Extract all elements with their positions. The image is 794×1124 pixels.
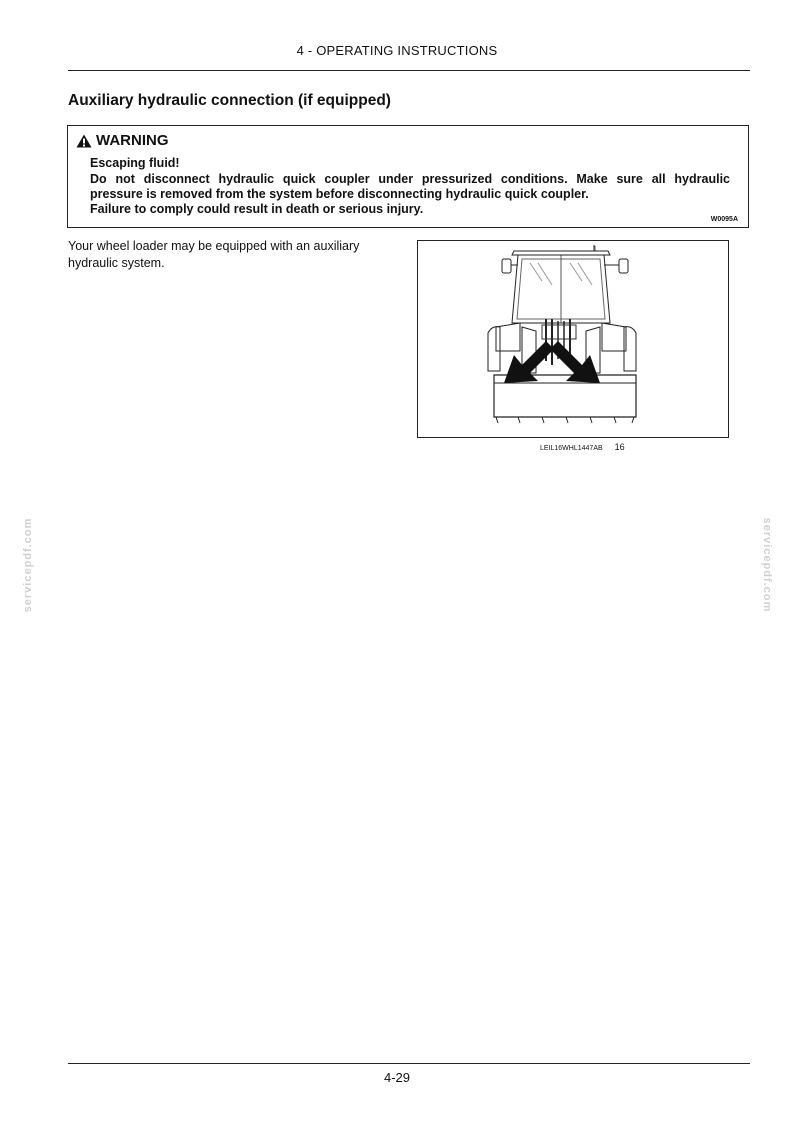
warning-triangle-icon bbox=[76, 134, 92, 148]
watermark-left: servicepdf.com bbox=[22, 517, 34, 613]
page-number: 4-29 bbox=[383, 1070, 411, 1085]
figure-reference: LEIL16WHL1447AB bbox=[540, 445, 603, 452]
warning-heading bbox=[76, 132, 169, 149]
callout-label: 1 bbox=[593, 246, 597, 253]
warning-line: Do not disconnect hydraulic quick coupler under pressurized conditions. Make sure all hydraulic bbox=[90, 172, 730, 186]
warning-box bbox=[67, 125, 749, 228]
running-header: 4 - OPERATING INSTRUCTIONS bbox=[296, 43, 498, 58]
warning-line: pressure is removed from the system before disconnecting hydraulic quick coupler. bbox=[90, 187, 589, 201]
wheel-loader-illustration bbox=[418, 241, 728, 437]
warning-line: Failure to comply could result in death or serious injury. bbox=[90, 202, 424, 216]
figure-number: 16 bbox=[614, 442, 625, 452]
loader-figure bbox=[417, 240, 729, 438]
figure-caption bbox=[540, 442, 625, 452]
warning-code: W0095A bbox=[710, 216, 738, 223]
body-paragraph: Your wheel loader may be equipped with an auxiliary hydraulic system. bbox=[68, 239, 360, 270]
watermark-right: servicepdf.com bbox=[761, 517, 773, 613]
header-divider bbox=[68, 70, 750, 71]
warning-heading-text: WARNING bbox=[96, 132, 169, 149]
footer-divider bbox=[68, 1063, 750, 1064]
section-title: Auxiliary hydraulic connection (if equipped) bbox=[68, 92, 391, 109]
warning-line: Escaping fluid! bbox=[90, 156, 180, 170]
